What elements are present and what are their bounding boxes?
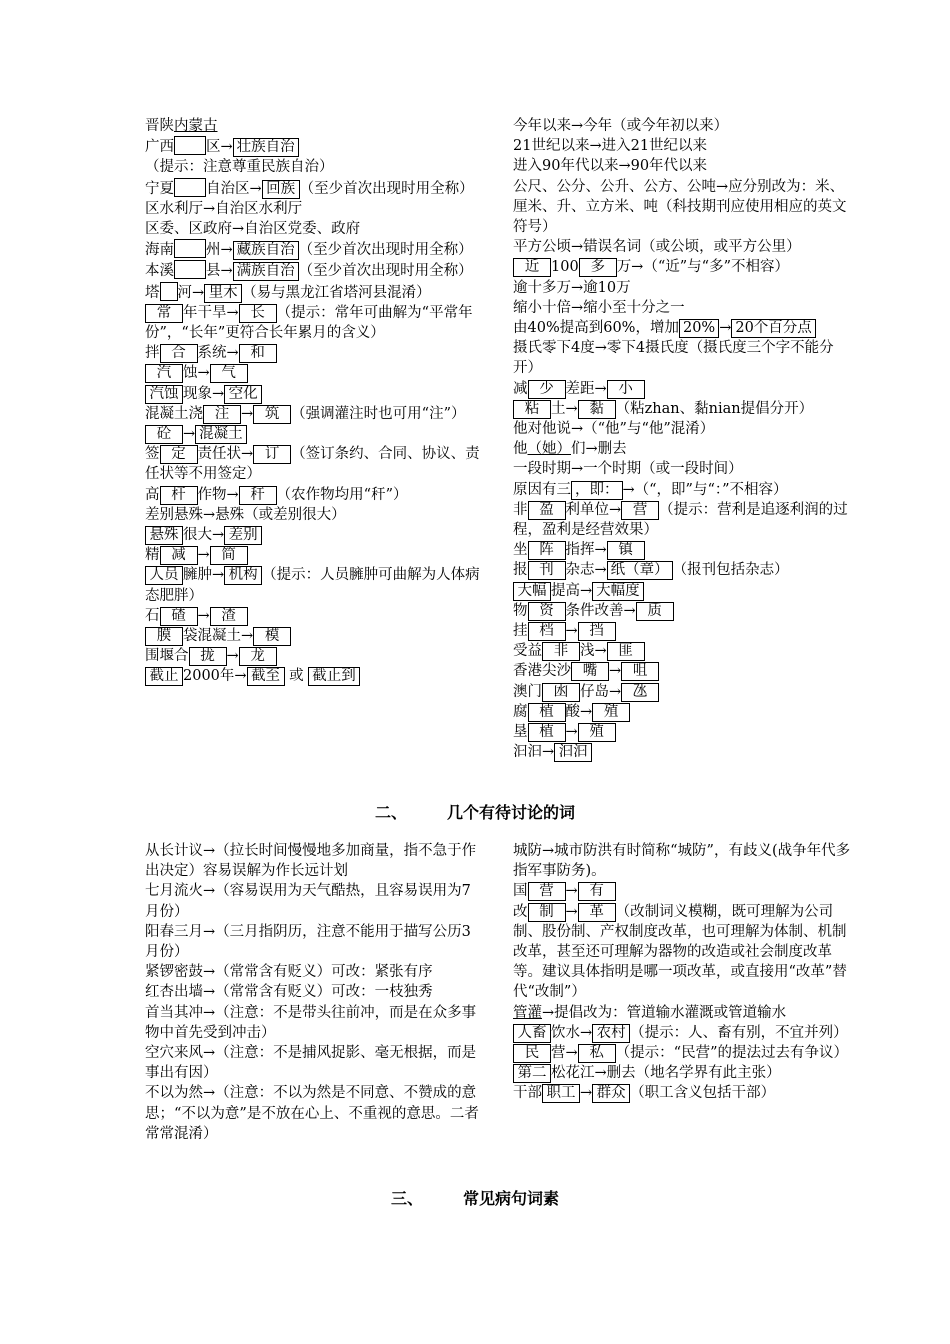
entry-line [145, 505, 483, 525]
boxed-term: 档 [528, 622, 566, 641]
entry-text: 作物→ [197, 486, 239, 503]
boxed-term: 简 [210, 546, 248, 565]
boxed-term: 满族自治 [233, 262, 299, 281]
entry-text: （报刊包括杂志） [672, 562, 789, 579]
entry-text: 城防→城市防洪有时简称“城防”，有歧义(战争年代多指军事防务)。 [513, 843, 851, 880]
boxed-term: 机构 [224, 566, 262, 585]
underlined-term: （她） [527, 441, 571, 458]
entry-line [513, 881, 851, 901]
boxed-term: 植 [528, 703, 566, 722]
entry-text: → [609, 663, 622, 680]
entry-text: 签 [145, 446, 160, 463]
entry-line [513, 1063, 851, 1083]
boxed-term: 合 [160, 344, 198, 363]
entry-text: →（“，即”与“：”不相容） [622, 481, 788, 498]
entry-text: （至少首次出现时用全称） [298, 242, 473, 259]
entry-text: 年干旱→ [183, 304, 239, 321]
entry-line [145, 1003, 483, 1043]
entry-line [145, 962, 483, 982]
entry-line [513, 257, 851, 277]
entry-line [145, 525, 483, 545]
entry-line [513, 1083, 851, 1103]
entry-text: 营→ [551, 1045, 578, 1062]
entry-text: 责任状→ [197, 446, 254, 463]
heading-title: 常见病句词素 [463, 1189, 560, 1208]
boxed-term: 挡 [578, 622, 616, 641]
entry-line [513, 902, 851, 1003]
entry-line [513, 116, 851, 136]
boxed-term: 减 [160, 546, 198, 565]
boxed-term: 长 [239, 304, 277, 323]
entry-text: 国 [513, 883, 528, 900]
boxed-term: 多 [579, 258, 617, 277]
entry-text: （提示：“民营”的提法过去有争议） [615, 1045, 848, 1062]
entry-text: 系统→ [197, 345, 239, 362]
entry-line [145, 881, 483, 921]
entry-line [145, 260, 483, 281]
entry-line [513, 156, 851, 176]
entry-text: 县→ [206, 263, 233, 280]
entry-text: → [197, 547, 210, 564]
entry-text: 袋混凝土→ [183, 628, 254, 645]
entry-text: （强调灌注时也可用“注”） [291, 405, 466, 422]
entry-text: 自治区→ [206, 180, 262, 197]
entry-line [145, 282, 483, 303]
boxed-term: 制 [528, 903, 566, 922]
boxed-term: 殖 [592, 703, 630, 722]
entry-text: （提示：注意尊重民族自治） [145, 159, 334, 176]
entry-text: （提示：人员臃肿可曲解为人体病态肥胖） [145, 567, 480, 604]
entry-text: 利单位→ [565, 501, 622, 518]
entry-text: （签订条约、合同、协议、责任状等不用签定） [145, 446, 480, 483]
boxed-term: 汽蚀 [145, 385, 183, 404]
boxed-term: 渣 [210, 607, 248, 626]
heading-number: 二、 [374, 803, 407, 822]
entry-text: 不以为然→（注意：不以为然是不同意、不赞成的意思；“不以为意”是不放在心上、不重视的意思。二者常常混淆） [145, 1085, 479, 1142]
blank-box [174, 239, 206, 258]
entry-text: 报 [513, 562, 528, 579]
entry-text: （农作物均用“秆”） [276, 486, 408, 503]
entry-text: 州→ [206, 242, 233, 259]
entry-line [513, 1003, 851, 1023]
boxed-term: 资 [528, 602, 566, 621]
boxed-term: 少 [528, 380, 566, 399]
entry-line [145, 424, 483, 444]
boxed-term: 膜 [145, 627, 183, 646]
entry-line [145, 404, 483, 424]
entry-text: →提倡改为：管道输水灌溉或管道输水 [542, 1004, 787, 1021]
entry-text: 红杏出墙→（常常含有贬义）可改：一枝独秀 [145, 984, 433, 1001]
section2-right-column [513, 841, 851, 1104]
boxed-term: 截至 [247, 667, 285, 686]
underlined-term: 内蒙古 [174, 118, 218, 134]
entry-text: 区水利厅→自治区水利厅 [145, 200, 303, 217]
entry-text: → [719, 320, 732, 337]
boxed-term: 有 [578, 882, 616, 901]
boxed-term: 盈 [528, 501, 566, 520]
entry-line [145, 239, 483, 260]
section1-left-column [145, 116, 483, 687]
entry-text: 河→ [177, 284, 205, 301]
boxed-term: 近 [513, 258, 551, 277]
entry-text: （至少首次出现时用全称） [298, 263, 473, 280]
entry-line [145, 485, 483, 505]
entry-line [513, 298, 851, 318]
entry-text: 万→（“近”与“多”不相容） [616, 259, 789, 276]
entry-line [145, 116, 483, 136]
entry-text: 今年以来→今年（或今年初以来） [513, 118, 729, 134]
entry-text: 澳门 [513, 683, 542, 700]
entry-line [145, 444, 483, 484]
boxed-term: 阵 [528, 541, 566, 560]
section2-left-column [145, 841, 483, 1144]
boxed-term: 截止 [145, 667, 183, 686]
entry-text: 土→ [551, 400, 578, 417]
entry-line [513, 237, 851, 257]
blank-box [174, 136, 206, 155]
boxed-term: 植 [528, 723, 566, 742]
boxed-term: 和 [239, 344, 277, 363]
entry-text: 广西 [145, 139, 174, 156]
entry-line [513, 177, 851, 238]
entry-text: （改制词义模糊，既可理解为公司制、股份制、产权制度改革，也可理解为体制、机制改革，甚至还可理解为器物的改造或社会制度改革等。建议具体指明是哪一项改革，或直接用“改革”替代“改制”） [513, 903, 847, 1001]
entry-line [513, 459, 851, 479]
entry-text: 他 [513, 441, 528, 458]
entry-text: 拌 [145, 345, 160, 362]
entry-text: 松花江→删去（地名学界有此主张） [551, 1065, 781, 1082]
entry-line [513, 338, 851, 378]
entry-text: 紧锣密鼓→（常常含有贬义）可改：紧张有序 [145, 964, 433, 981]
entry-text: 仔岛→ [580, 683, 622, 700]
boxed-term: 质 [636, 602, 674, 621]
entry-text: （至少首次出现时用全称） [299, 180, 474, 197]
entry-line [513, 419, 851, 439]
entry-text: 臃肿→ [183, 567, 225, 584]
entry-line [513, 278, 851, 298]
entry-text: → [241, 405, 254, 422]
boxed-term: 空化 [224, 385, 262, 404]
entry-line [513, 399, 851, 419]
entry-line [513, 682, 851, 702]
entry-text: → [183, 426, 196, 443]
boxed-term: 职工 [542, 1084, 580, 1103]
entry-line [145, 303, 483, 343]
entry-line [513, 560, 851, 580]
entry-text: 海南 [145, 242, 174, 259]
entry-text: 坐 [513, 542, 528, 559]
entry-line [145, 178, 483, 199]
section1-right-column [513, 116, 851, 763]
entry-text: （职工含义包括干部） [630, 1085, 776, 1102]
boxed-term: 碴 [160, 607, 198, 626]
boxed-term: 定 [160, 445, 198, 464]
entry-line [513, 841, 851, 881]
entry-text: 混凝土浇 [145, 405, 203, 422]
entry-text: 摄氏零下4度→零下4摄氏度（摄氏度三个字不能分开） [513, 340, 834, 377]
entry-line [513, 379, 851, 399]
entry-text: → [565, 623, 578, 640]
entry-text: 条件改善→ [565, 602, 636, 619]
entry-text: 晋陕 [145, 118, 174, 134]
entry-line [513, 540, 851, 560]
section-heading-3 [0, 1186, 950, 1209]
boxed-term: 人畜 [513, 1024, 551, 1043]
entry-text: 挂 [513, 623, 528, 640]
entry-text: 围堰合 [145, 648, 189, 665]
entry-text: 高 [145, 486, 160, 503]
entry-text: 首当其冲→（注意：不是带头往前冲，而是在众多事物中首先受到冲击） [145, 1004, 477, 1041]
entry-text: 原因有三 [513, 481, 571, 498]
boxed-term: 注 [203, 405, 241, 424]
entry-line [145, 545, 483, 565]
entry-line [145, 136, 483, 177]
entry-text: 精 [145, 547, 160, 564]
boxed-term: 截止到 [308, 667, 360, 686]
entry-text: → [226, 648, 239, 665]
boxed-term: 筑 [253, 405, 291, 424]
entry-line [145, 982, 483, 1002]
entry-text: 公尺、公分、公升、公方、公吨→应分别改为：米、厘米、升、立方米、吨（科技期刊应使用相应的英文符号） [513, 178, 847, 236]
boxed-term: 凼 [542, 683, 580, 702]
entry-line [513, 1023, 851, 1043]
entry-text: → [565, 883, 578, 900]
entry-line [513, 621, 851, 641]
entry-text: → [565, 903, 578, 920]
entry-text: 杂志→ [565, 562, 607, 579]
boxed-term: 镇 [607, 541, 645, 560]
entry-text: 逾十多万→逾10万 [513, 279, 631, 296]
entry-text: 由40%提高到60%，增加 [513, 320, 679, 337]
blank-box [160, 282, 178, 301]
heading-title: 几个有待讨论的词 [447, 803, 576, 822]
entry-text: （易与黑龙江省塔河县混淆） [242, 284, 431, 301]
entry-line [513, 136, 851, 156]
entry-text: 浅→ [580, 643, 607, 660]
entry-text: 垦 [513, 724, 528, 741]
entry-line [145, 646, 483, 666]
boxed-term: 气 [210, 364, 248, 383]
boxed-term: 壮族自治 [233, 138, 299, 157]
entry-text: 区委、区政府→自治区党委、政府 [145, 221, 361, 238]
entry-text: 宁夏 [145, 180, 174, 197]
entry-text: 七月流火→（容易误用为天气酷热，且容易误用为7月份） [145, 883, 471, 920]
entry-text: 香港尖沙 [513, 663, 571, 680]
boxed-term: 模 [253, 627, 291, 646]
entry-text: 他对他说→（“他”与“他”混淆） [513, 421, 715, 438]
boxed-term: 悬殊 [145, 526, 183, 545]
boxed-term: 20% [679, 319, 719, 338]
entry-line [513, 480, 851, 500]
entry-text: 很大→ [183, 527, 225, 544]
entry-text: 100 [551, 259, 579, 276]
entry-text: 从长计议→（拉长时间慢慢地多加商量，指不急于作出决定）容易误解为作长远计划 [145, 843, 477, 880]
entry-line [145, 666, 483, 686]
entry-line [145, 363, 483, 383]
entry-line [513, 500, 851, 540]
boxed-term: 常 [145, 304, 183, 323]
boxed-term: 藏族自治 [233, 241, 299, 260]
entry-line [145, 343, 483, 363]
boxed-term: ，即： [571, 481, 623, 500]
entry-text: 一段时期→一个时期（或一段时间） [513, 461, 743, 478]
boxed-term: 回族 [262, 180, 300, 199]
entry-line [513, 318, 851, 338]
boxed-term: 私 [578, 1044, 616, 1063]
entry-text: 非 [513, 501, 528, 518]
boxed-term: 第二 [513, 1064, 551, 1083]
entry-text: （提示：人、畜有别，不宜并列） [630, 1024, 848, 1041]
entry-line [145, 219, 483, 239]
entry-text: 差别悬殊→悬殊（或差别很大） [145, 506, 346, 523]
boxed-term: 营 [528, 882, 566, 901]
boxed-term: 小 [607, 380, 645, 399]
boxed-term: 革 [578, 903, 616, 922]
entry-text: 腐 [513, 703, 528, 720]
entry-text: 2000年→ [183, 668, 247, 685]
boxed-term: 农村 [592, 1024, 630, 1043]
entry-text: 石 [145, 607, 160, 624]
boxed-term: 汽 [145, 364, 183, 383]
section-heading-2 [0, 800, 950, 823]
entry-text: → [197, 607, 210, 624]
boxed-term: 非 [542, 642, 580, 661]
entry-line [513, 439, 851, 459]
boxed-term: 粘 [513, 400, 551, 419]
boxed-term: 刊 [528, 561, 566, 580]
entry-line [513, 641, 851, 661]
blank-box [174, 260, 206, 279]
heading-number: 三、 [390, 1189, 423, 1208]
blank-box [174, 178, 206, 197]
entry-line [513, 742, 851, 762]
boxed-term: 龙 [239, 647, 277, 666]
entry-text: 提高→ [551, 582, 593, 599]
entry-line [513, 722, 851, 742]
boxed-term: 汩汩 [554, 743, 592, 762]
boxed-term: 纸（章） [607, 561, 673, 580]
entry-line [513, 581, 851, 601]
boxed-term: 嘴 [571, 662, 609, 681]
boxed-term: 差别 [224, 526, 262, 545]
boxed-term: 拢 [189, 647, 227, 666]
entry-text: 区→ [206, 139, 233, 156]
entry-text: 缩小十倍→缩小至十分之一 [513, 299, 685, 316]
entry-text: 减 [513, 380, 528, 397]
boxed-term: 杆 [160, 486, 198, 505]
entry-text: 改 [513, 903, 528, 920]
entry-text: （提示：营利是追逐利润的过程，盈利是经营效果） [513, 501, 848, 539]
boxed-term: 砼 [145, 425, 183, 444]
entry-line [145, 1043, 483, 1083]
entry-line [145, 922, 483, 962]
boxed-term: 咀 [621, 662, 659, 681]
boxed-term: 里木 [204, 284, 242, 303]
entry-text: → [565, 724, 578, 741]
boxed-term: 氹 [621, 683, 659, 702]
boxed-term: 殖 [578, 723, 616, 742]
entry-text: 受益 [513, 643, 542, 660]
boxed-term: 匪 [607, 642, 645, 661]
entry-line [513, 661, 851, 681]
boxed-term: 人员 [145, 566, 183, 585]
entry-text: 指挥→ [565, 542, 607, 559]
entry-text: （粘zhan、黏nian提倡分开） [615, 400, 814, 417]
entry-line [145, 606, 483, 626]
boxed-term: 群众 [592, 1084, 630, 1103]
entry-line [145, 565, 483, 605]
entry-text: 汩汩→ [513, 744, 555, 761]
entry-text: 阳春三月→（三月指阴历，注意不能用于描写公历3月份） [145, 923, 471, 961]
boxed-term: 营 [621, 501, 659, 520]
entry-text: 酸→ [565, 703, 593, 720]
entry-text: 进入90年代以来→90年代以来 [513, 158, 708, 175]
boxed-term: 订 [253, 445, 291, 464]
boxed-term: 民 [513, 1044, 551, 1063]
entry-text: 塔 [145, 284, 160, 301]
entry-line [513, 702, 851, 722]
entry-line [145, 199, 483, 219]
boxed-term: 大幅度 [592, 582, 644, 601]
underlined-term: 管灌 [513, 1004, 542, 1021]
entry-line [145, 384, 483, 404]
entry-text: 21世纪以来→进入21世纪以来 [513, 138, 708, 155]
entry-line [145, 1083, 483, 1144]
boxed-term: 黏 [578, 400, 616, 419]
entry-text: 或 [284, 668, 309, 685]
entry-text: 差距→ [565, 380, 607, 397]
entry-text: 们→删去 [571, 441, 627, 458]
boxed-term: 20个百分点 [731, 319, 815, 338]
entry-text: 蚀→ [183, 365, 210, 382]
entry-line [513, 1043, 851, 1063]
boxed-term: 秆 [239, 486, 277, 505]
entry-text: → [580, 1085, 593, 1102]
entry-text: 饮水→ [551, 1024, 593, 1041]
entry-line [145, 626, 483, 646]
entry-text: 平方公顷→错误名词（或公顷，或平方公里） [513, 239, 801, 256]
boxed-term: 混凝土 [195, 425, 247, 444]
entry-text: 空穴来风→（注意：不是捕风捉影、毫无根据，而是事出有因） [145, 1045, 477, 1082]
entry-line [145, 841, 483, 881]
entry-text: 物 [513, 602, 528, 619]
entry-text: 本溪 [145, 263, 174, 280]
entry-text: 干部 [513, 1085, 542, 1102]
entry-line [513, 601, 851, 621]
entry-text: （提示：常年可曲解为“平常年份”，“长年”更符合长年累月的含义） [145, 304, 473, 342]
boxed-term: 大幅 [513, 582, 551, 601]
entry-text: 现象→ [183, 385, 225, 402]
